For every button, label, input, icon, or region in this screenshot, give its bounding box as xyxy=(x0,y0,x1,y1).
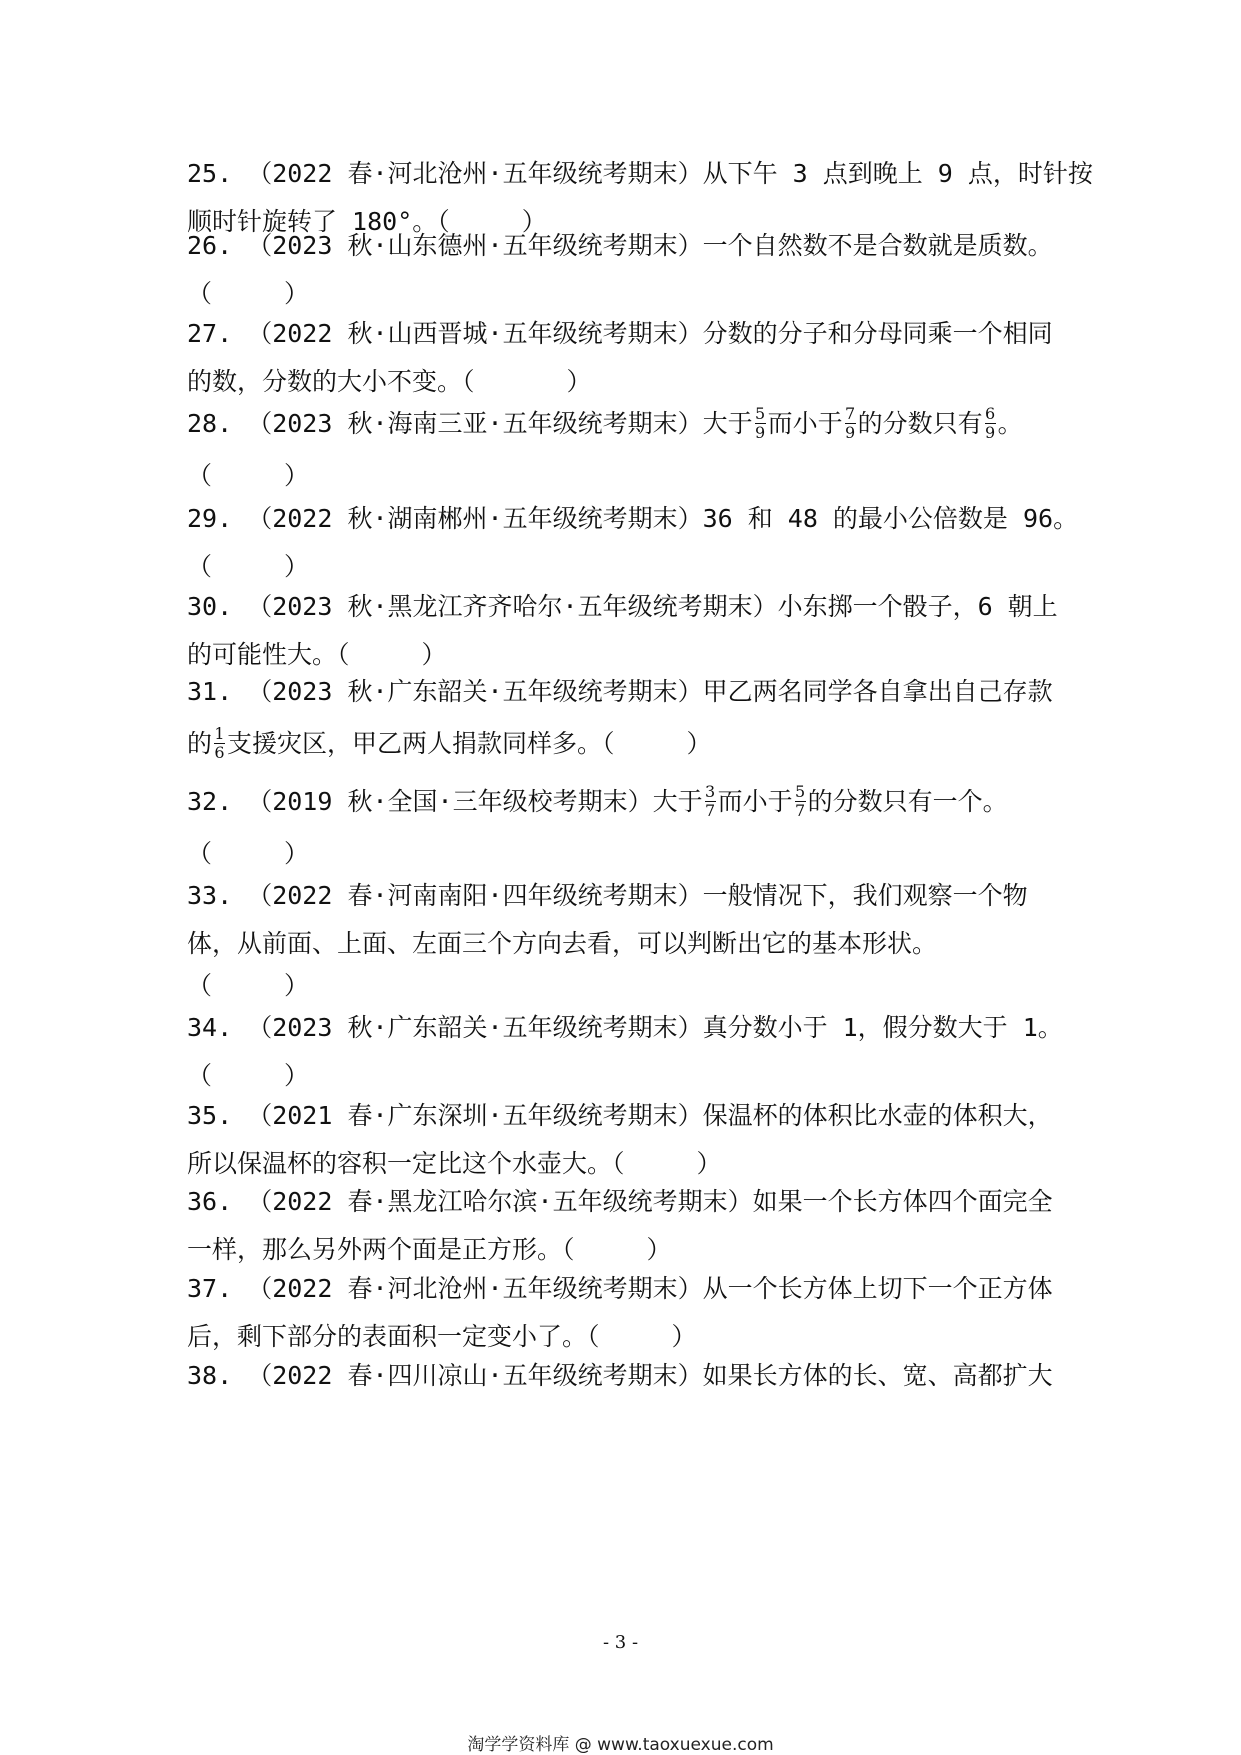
answer-open: （ xyxy=(187,1061,213,1090)
answer-close: ） xyxy=(521,207,547,236)
question-line: 31. （2023 秋·广东韶关·五年级统考期末）甲乙两名同学各自拿出自己存款 xyxy=(187,677,1053,706)
denominator: 9 xyxy=(845,422,856,442)
question-26 xyxy=(187,222,1067,318)
question-line: 体，从前面、上面、左面三个方向去看，可以判断出它的基本形状。 xyxy=(187,929,938,958)
answer-open: （ xyxy=(187,461,213,490)
fraction xyxy=(795,781,806,820)
question-30 xyxy=(187,583,1067,679)
question-32 xyxy=(187,778,1067,878)
question-36 xyxy=(187,1178,1067,1274)
answer-close: ） xyxy=(284,279,310,308)
denominator: 7 xyxy=(795,800,806,820)
question-31 xyxy=(187,668,1067,768)
question-34 xyxy=(187,1004,1067,1100)
fraction xyxy=(845,403,856,442)
question-line: 27. （2022 秋·山西晋城·五年级统考期末）分数的分子和分母同乘一个相同 xyxy=(187,319,1053,348)
question-line: 后，剩下部分的表面积一定变小了。（ xyxy=(187,1322,600,1351)
numerator: 6 xyxy=(985,403,996,423)
fraction xyxy=(754,403,766,442)
fraction xyxy=(985,403,996,442)
fraction xyxy=(704,781,716,820)
answer-close: ） xyxy=(284,839,310,868)
question-line: 30. （2023 秋·黑龙江齐齐哈尔·五年级统考期末）小东掷一个骰子，6 朝上 xyxy=(187,592,1058,621)
question-line: 33. （2022 春·河南南阳·四年级统考期末）一般情况下，我们观察一个物 xyxy=(187,881,1028,910)
answer-close: ） xyxy=(284,461,310,490)
question-text: 。 xyxy=(997,409,1023,438)
question-line: 所以保温杯的容积一定比这个水壶大。（ xyxy=(187,1149,625,1178)
question-line: 38. （2022 春·四川凉山·五年级统考期末）如果长方体的长、宽、高都扩大 xyxy=(187,1361,1053,1390)
question-text: 而小于 xyxy=(717,787,793,816)
numerator: 5 xyxy=(754,403,766,423)
question-line: 26. （2023 秋·山东德州·五年级统考期末）一个自然数不是合数就是质数。 xyxy=(187,231,1053,260)
answer-open: （ xyxy=(187,552,213,581)
answer-close: ） xyxy=(566,367,592,396)
answer-close: ） xyxy=(696,1149,722,1178)
numerator: 7 xyxy=(845,403,856,423)
question-33 xyxy=(187,872,1067,1010)
question-line: 34. （2023 秋·广东韶关·五年级统考期末）真分数小于 1，假分数大于 1。 xyxy=(187,1013,1063,1042)
question-text: 32. （2019 秋·全国·三年级校考期末）大于 xyxy=(187,787,703,816)
page-number: - 3 - xyxy=(602,1632,639,1653)
question-line: 29. （2022 秋·湖南郴州·五年级统考期末）36 和 48 的最小公倍数是 96。 xyxy=(187,504,1079,533)
answer-close: ） xyxy=(421,640,447,669)
numerator: 5 xyxy=(795,781,806,801)
question-text: 支援灾区，甲乙两人捐款同样多。（ xyxy=(227,729,615,758)
question-text: 的分数只有 xyxy=(857,409,983,438)
answer-open: （ xyxy=(187,971,213,1000)
question-38 xyxy=(187,1352,1067,1400)
question-28 xyxy=(187,400,1067,500)
footer-watermark: 淘学学资料库 @ www.taoxuexue.com xyxy=(467,1735,774,1755)
fraction xyxy=(214,723,225,762)
question-line: 25. （2022 春·河北沧州·五年级统考期末）从下午 3 点到晚上 9 点，时针按 xyxy=(187,159,1093,188)
answer-close: ） xyxy=(284,552,310,581)
denominator: 6 xyxy=(214,742,225,762)
question-27 xyxy=(187,310,1067,406)
question-text: 的 xyxy=(187,729,213,758)
question-37 xyxy=(187,1265,1067,1361)
numerator: 1 xyxy=(214,723,225,743)
question-line: 顺时针旋转了 180°。（ xyxy=(187,207,450,236)
question-line: 37. （2022 春·河北沧州·五年级统考期末）从一个长方体上切下一个正方体 xyxy=(187,1274,1053,1303)
question-text: 28. （2023 秋·海南三亚·五年级统考期末）大于 xyxy=(187,409,753,438)
question-line: 的数，分数的大小不变。（ xyxy=(187,367,475,396)
question-35 xyxy=(187,1092,1067,1188)
denominator: 9 xyxy=(754,422,766,442)
question-line: 的可能性大。（ xyxy=(187,640,350,669)
answer-close: ） xyxy=(671,1322,697,1351)
answer-close: ） xyxy=(686,729,712,758)
answer-close: ） xyxy=(646,1235,672,1264)
answer-open: （ xyxy=(187,279,213,308)
question-text: 而小于 xyxy=(767,409,843,438)
question-text: 的分数只有一个。 xyxy=(807,787,1008,816)
answer-close: ） xyxy=(284,1061,310,1090)
answer-close: ） xyxy=(284,971,310,1000)
answer-open: （ xyxy=(187,839,213,868)
question-line: 一样，那么另外两个面是正方形。（ xyxy=(187,1235,575,1264)
denominator: 7 xyxy=(704,800,716,820)
numerator: 3 xyxy=(704,781,716,801)
question-29 xyxy=(187,495,1079,591)
question-line: 36. （2022 春·黑龙江哈尔滨·五年级统考期末）如果一个长方体四个面完全 xyxy=(187,1187,1053,1216)
denominator: 9 xyxy=(985,422,996,442)
question-line: 35. （2021 春·广东深圳·五年级统考期末）保温杯的体积比水壶的体积大， xyxy=(187,1101,1053,1130)
